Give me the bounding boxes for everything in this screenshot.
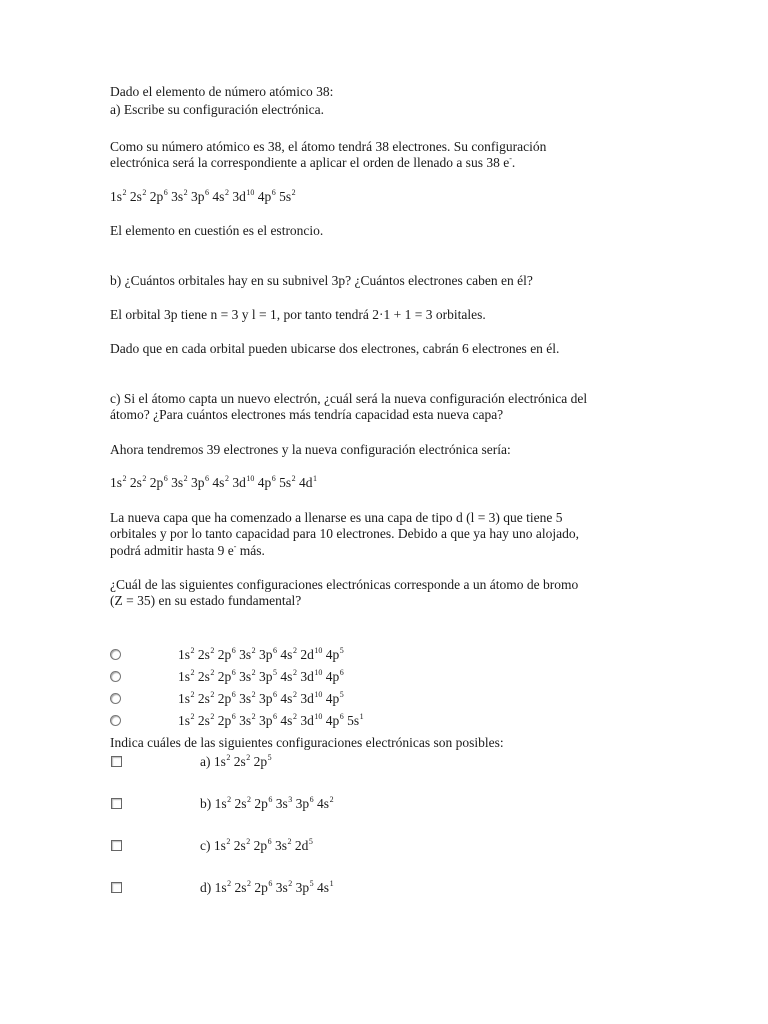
orbital-term: $2p^6$ [217, 668, 236, 684]
orbital-term: $2s^2$ [129, 474, 147, 490]
part-c-answer-2-line-1: La nueva capa que ha comenzado a llenarse es una capa de tipo d (l = 3) que tiene 5 [110, 510, 563, 525]
orbital-term: $4s^2$ [280, 690, 297, 706]
orbital-term: $3p^6$ [259, 712, 278, 728]
orbital-term: $4s^2$ [280, 668, 297, 684]
orbital-term: $2s^2$ [234, 795, 252, 811]
part-c-answer-1: Ahora tendremos 39 electrones y la nueva configuración electrónica sería: [110, 442, 511, 457]
orbital-term: $5s^2$ [279, 474, 296, 490]
orbital-term: $3p^6$ [295, 795, 314, 811]
orbital-term: $2s^2$ [234, 879, 252, 895]
orbital-term: $1s^2$ [213, 837, 231, 853]
bromo-option-4-label [178, 713, 364, 729]
orbital-term: $3s^2$ [239, 646, 256, 662]
orbital-term: $3s^2$ [275, 837, 292, 853]
orbital-term: $2p^6$ [149, 474, 168, 490]
possible-option-d-label: d) $1s^2$ $2s^2$ $2p^6$ $3s^2$ $3p^5$ $4s^1$ [200, 879, 334, 895]
new-configuration [110, 475, 317, 491]
orbital-term: $1s^2$ [213, 753, 231, 769]
orbital-term: $2p^6$ [217, 690, 236, 706]
orbital-term: $3p^6$ [259, 690, 278, 706]
possible-option-c-label: c) $1s^2$ $2s^2$ $2p^6$ $3s^2$ $2d^5$ [200, 837, 313, 853]
part-c-question-line-2: átomo? ¿Para cuántos electrones más tendría capacidad esta nueva capa? [110, 407, 504, 422]
orbital-term: $4p^6$ [257, 188, 276, 204]
bromo-option-3-radio[interactable] [110, 693, 121, 704]
orbital-term: $2s^2$ [129, 188, 147, 204]
orbital-term: $2d^5$ [294, 837, 313, 853]
orbital-term: $3d^{10}$ [300, 668, 323, 684]
orbital-term: $2p^6$ [217, 646, 236, 662]
orbital-term: $5s^1$ [347, 712, 364, 728]
orbital-term: $2s^2$ [197, 690, 215, 706]
orbital-term: $4d^1$ [298, 474, 317, 490]
orbital-term: $2p^6$ [149, 188, 168, 204]
orbital-term: $1s^2$ [178, 668, 195, 684]
possible-option-a-checkbox[interactable] [111, 756, 122, 767]
orbital-term: $3s^2$ [275, 879, 293, 895]
bromo-option-3-label [178, 691, 344, 707]
part-c-question-line-1: c) Si el átomo capta un nuevo electrón, ¿cuál será la nueva configuración electrónica del [110, 391, 588, 406]
orbital-term: $1s^2$ [214, 879, 232, 895]
orbital-term: $4s^2$ [317, 795, 334, 811]
orbital-term: $3d^{10}$ [300, 712, 323, 728]
orbital-term: $4p^6$ [257, 474, 276, 490]
intro-line-1: Dado el elemento de número atómico 38: [110, 84, 334, 99]
orbital-term: $3s^2$ [239, 690, 256, 706]
possible-option-a-label: a) $1s^2$ $2s^2$ $2p^5$ [200, 753, 272, 769]
orbital-term: $3d^{10}$ [232, 474, 255, 490]
orbital-term: $4p^6$ [325, 712, 344, 728]
bromo-option-2-label [178, 669, 344, 685]
intro-line-2: a) Escribe su configuración electrónica. [110, 102, 325, 117]
bromo-option-1-radio[interactable] [110, 649, 121, 660]
orbital-term: $4s^2$ [280, 646, 297, 662]
orbital-term: $2p^6$ [254, 879, 273, 895]
orbital-term: $3s^2$ [239, 712, 256, 728]
part-b-answer-1: El orbital 3p tiene n = 3 y l = 1, por tanto tendrá 2·1 + 1 = 3 orbitales. [110, 307, 486, 322]
possible-option-d-checkbox[interactable] [111, 882, 122, 893]
part-a-paragraph-line-1: Como su número atómico es 38, el átomo tendrá 38 electrones. Su configuración [110, 139, 547, 154]
part-b-answer-2: Dado que en cada orbital pueden ubicarse dos electrones, cabrán 6 electrones en él. [110, 341, 560, 356]
part-c-answer-2-line-3: podrá admitir hasta 9 e- más. [110, 542, 265, 558]
part-c-answer-2-line-2: orbitales y por lo tanto capacidad para 10 electrones. Debido a que ya hay uno alojado, [110, 526, 579, 541]
orbital-term: $3d^{10}$ [232, 188, 255, 204]
orbital-term: $4s^2$ [280, 712, 297, 728]
orbital-term: $3s^3$ [275, 795, 293, 811]
orbital-term: $2s^2$ [233, 837, 251, 853]
orbital-term: $4p^5$ [325, 690, 344, 706]
part-a-paragraph-line-2: electrónica será la correspondiente a aplicar el orden de llenado a sus 38 e-. [110, 154, 516, 170]
orbital-term: $1s^2$ [178, 712, 195, 728]
orbital-term: $2d^{10}$ [300, 646, 323, 662]
orbital-term: $2s^2$ [197, 712, 215, 728]
bromo-option-4-radio[interactable] [110, 715, 121, 726]
orbital-term: $1s^2$ [110, 474, 127, 490]
orbital-term: $2p^6$ [254, 795, 273, 811]
orbital-term: $3s^2$ [171, 188, 188, 204]
possible-question: Indica cuáles de las siguientes configuraciones electrónicas son posibles: [110, 735, 504, 750]
orbital-term: $1s^2$ [178, 690, 195, 706]
orbital-term: $2p^6$ [253, 837, 272, 853]
orbital-term: $1s^2$ [178, 646, 195, 662]
orbital-term: $1s^2$ [110, 188, 127, 204]
orbital-term: $4p^6$ [325, 668, 344, 684]
orbital-term: $3p^5$ [259, 668, 278, 684]
orbital-term: $2p^6$ [217, 712, 236, 728]
part-b-question: b) ¿Cuántos orbitales hay en su subnivel 3p? ¿Cuántos electrones caben en él? [110, 273, 533, 288]
bromo-question-line-1: ¿Cuál de las siguientes configuraciones electrónicas corresponde a un átomo de bromo [110, 577, 579, 592]
bromo-option-1-label [178, 647, 344, 663]
orbital-term: $4s^2$ [212, 474, 229, 490]
orbital-term: $3d^{10}$ [300, 690, 323, 706]
bromo-question-line-2: (Z = 35) en su estado fundamental? [110, 593, 302, 608]
orbital-term: $2s^2$ [197, 646, 215, 662]
orbital-term: $2s^2$ [233, 753, 251, 769]
orbital-term: $3s^2$ [239, 668, 256, 684]
possible-option-c-checkbox[interactable] [111, 840, 122, 851]
orbital-term: $3p^6$ [259, 646, 278, 662]
orbital-term: $3s^2$ [171, 474, 188, 490]
orbital-term: $1s^2$ [214, 795, 232, 811]
orbital-term: $5s^2$ [279, 188, 296, 204]
orbital-term: $3p^5$ [295, 879, 314, 895]
orbital-term: $4s^1$ [317, 879, 334, 895]
strontium-configuration [110, 189, 296, 205]
possible-option-b-checkbox[interactable] [111, 798, 122, 809]
element-identity: El elemento en cuestión es el estroncio. [110, 223, 324, 238]
orbital-term: $3p^6$ [191, 474, 210, 490]
orbital-term: $4p^5$ [325, 646, 344, 662]
possible-option-b-label: b) $1s^2$ $2s^2$ $2p^6$ $3s^3$ $3p^6$ $4s^2$ [200, 795, 334, 811]
orbital-term: $2p^5$ [253, 753, 272, 769]
orbital-term: $2s^2$ [197, 668, 215, 684]
orbital-term: $3p^6$ [191, 188, 210, 204]
bromo-option-2-radio[interactable] [110, 671, 121, 682]
orbital-term: $4s^2$ [212, 188, 229, 204]
